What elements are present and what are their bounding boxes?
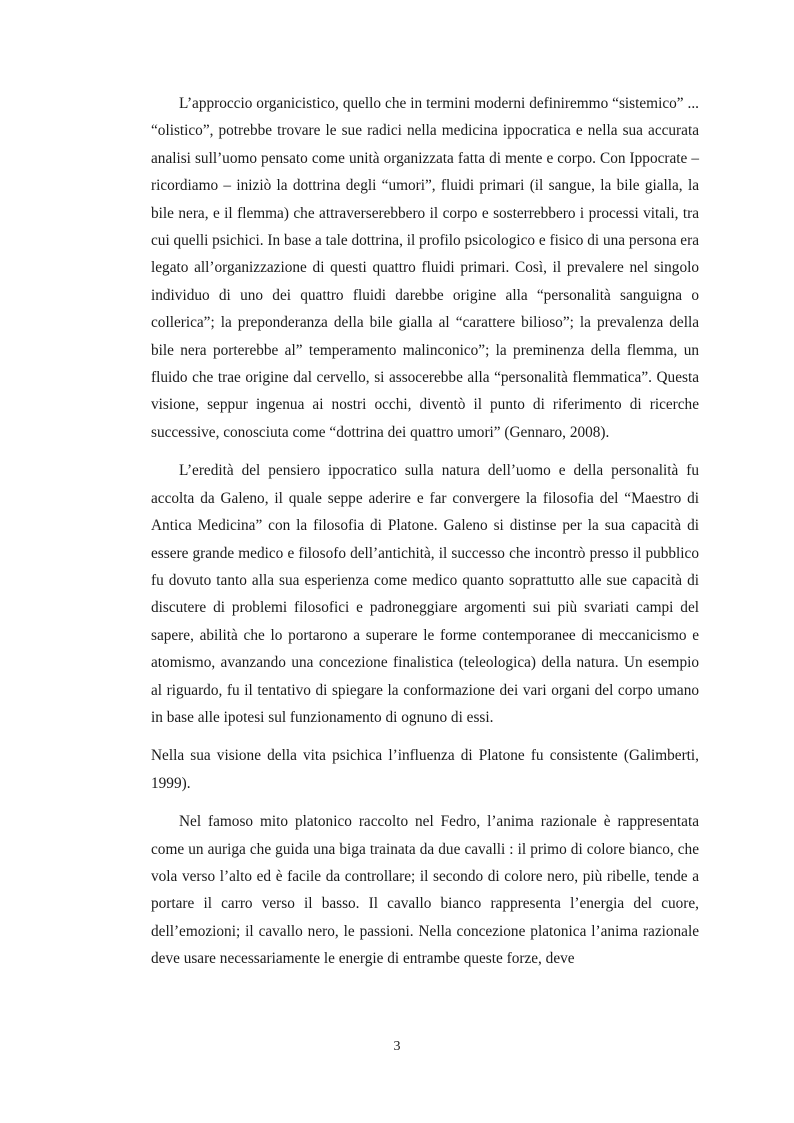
page-number: 3 bbox=[393, 1039, 401, 1054]
paragraph-humors: L’approccio organicistico, quello che in termini moderni definiremmo “sistemico” ... “olistico”, potrebbe trovare le sue radici nella medicina ippocratica e nella sua accurata analisi sull’uomo pensato come unità organizzata fatta di mente e corpo. Con Ippocrate – ricordiamo – iniziò la dottrina degli “umori”, fluidi primari (il sangue, la bile gialla, la bile nera, e il flemma) che attraverserebbero il corpo e sosterrebbero i processi vitali, tra cui quelli psichici. In base a tale dottrina, il profilo psicologico e fisico di una persona era legato all’organizzazione di questi quattro fluidi primari. Così, il prevalere nel singolo individuo di uno dei quattro fluidi darebbe origine alla “personalità sanguigna o collerica”; la preponderanza della bile gialla al “carattere bilioso”; la prevalenza della bile nera porterebbe al” temperamento malinconico”; la preminenza della flemma, un fluido che trae origine dal cervello, si assocerebbe alla “personalità flemmatica”. Questa visione, seppur ingenua ai nostri occhi, diventò il punto di riferimento di ricerche successive, conosciuta come “dottrina dei quattro umori” (Gennaro, 2008). bbox=[151, 95, 699, 441]
paragraph-gap bbox=[151, 731, 699, 742]
paragraph-galen: L’eredità del pensiero ippocratico sulla natura dell’uomo e della personalità fu accolta da Galeno, il quale seppe aderire e far convergere la filosofia del “Maestro di Antica Medicina” con la filosofia di Platone. Galeno si distinse per la sua capacità di essere grande medico e filosofo dell’antichità, il successo che incontrò presso il pubblico fu dovuto tanto alla sua esperienza come medico quanto soprattutto alle sue capacità di discutere di problemi filosofici e padroneggiare argomenti sui più svariati campi del sapere, abilità che lo portarono a superare le forme contemporanee di meccanicismo e atomismo, avanzando una concezione finalistica (teleologica) della natura. Un esempio al riguardo, fu il tentativo di spiegare la conformazione dei vari organi del corpo umano in base alle ipotesi sul funzionamento di ognuno di essi. bbox=[151, 462, 699, 726]
paragraph-gap bbox=[151, 797, 699, 808]
paragraph-phaedrus-myth: Nel famoso mito platonico raccolto nel Fedro, l’anima razionale è rappresentata come un auriga che guida una biga trainata da due cavalli : il primo di colore bianco, che vola verso l’alto ed è facile da controllare; il secondo di colore nero, più ribelle, tende a portare il carro verso il basso. Il cavallo bianco rappresenta l’energia del cuore, dell’emozioni; il cavallo nero, le passioni. Nella concezione platonica l’anima razionale deve usare necessariamente le energie di entrambe queste forze, deve bbox=[151, 813, 699, 968]
paragraph-plato-influence: Nella sua visione della vita psichica l’influenza di Platone fu consistente (Galimberti, 1999). bbox=[151, 747, 699, 792]
body-text bbox=[151, 90, 699, 973]
paragraph-gap bbox=[151, 446, 699, 457]
